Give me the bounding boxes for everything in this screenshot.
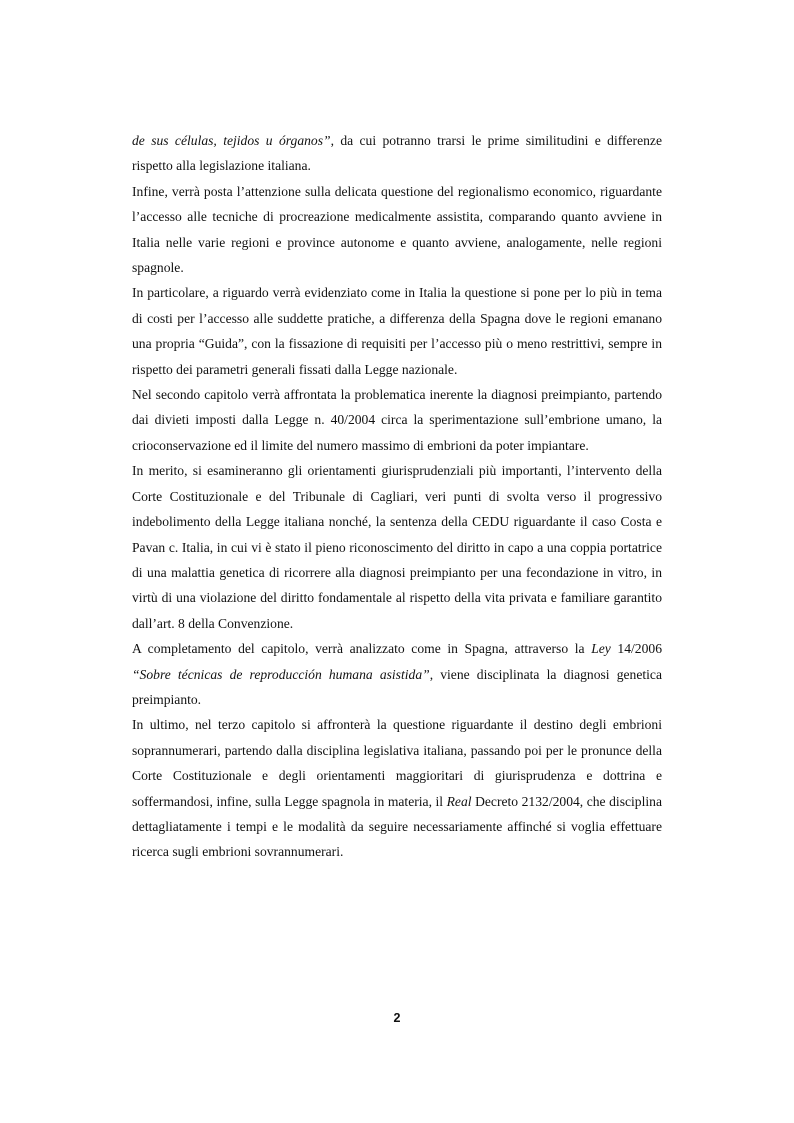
italic-span: Ley [591,641,611,657]
paragraph-4 [132,382,662,458]
text-span: In ultimo, nel terzo capitolo si affronterà la questione riguardante il destino degli embrioni soprannumerari, partendo dalla disciplina legislativa italiana, passando poi per le pronunce della Corte Costituzionale e degli orientamenti maggioritari di giurisprudenza e dottrina e soffermandosi, infine, sulla Legge spagnola in materia, il [132,717,662,809]
italic-span: Real [446,793,472,809]
page-number: 2 [393,1011,401,1025]
paragraph-3 [132,280,662,382]
text-span: 14/2006 [610,641,662,657]
text-span: In particolare, a riguardo verrà evidenziato come in Italia la questione si pone per lo più in tema di costi per l’accesso alle suddette pratiche, a differenza della Spagna dove le regioni emanano una propria “Guida”, con la fissazione di requisiti per l’accesso più o meno restrittivi, sempre in rispetto dei parametri generali fissati dalla Legge nazionale. [132,285,662,377]
paragraph-1 [132,128,662,179]
paragraph-5 [132,458,662,636]
paragraph-6 [132,636,662,712]
text-span: Infine, verrà posta l’attenzione sulla delicata questione del regionalismo economico, riguardante l’accesso alle tecniche di procreazione medicalmente assistita, comparando quanto avviene in Italia nelle varie regioni e province autonome e quanto avviene, analogamente, nelle regioni spagnole. [132,183,662,276]
text-span: , viene disciplinata la diagnosi genetica preimpianto. [132,666,662,707]
italic-span: de sus células, tejidos u órganos” [132,133,331,148]
text-span: A completamento del capitolo, verrà analizzato come in Spagna, attraverso la [132,641,592,657]
paragraph-2 [132,179,662,281]
text-span: Nel secondo capitolo verrà affrontata la problematica inerente la diagnosi preimpianto, partendo dai divieti imposti dalla Legge n. 40/2004 circa la sperimentazione sull’embrione umano, la crioconservazione ed il limite del numero massimo di embrioni da poter impiantare. [132,387,662,453]
paragraph-7 [132,712,662,864]
italic-span: “Sobre técnicas de reproducción humana asistida” [132,666,430,682]
text-span: In merito, si esamineranno gli orientamenti giurisprudenziali più importanti, l’intervento della Corte Costituzionale e del Tribunale di Cagliari, veri punti di svolta verso il progressivo indebolimento della Legge italiana nonché, la sentenza della CEDU riguardante il caso Costa e Pavan c. Italia, in cui vi è stato il pieno riconoscimento del diritto in capo a una coppia portatrice di una malattia genetica di ricorrere alla diagnosi preimpianto per una fecondazione in vitro, in virtù di una violazione del diritto fondamentale al rispetto della vita privata e familiare garantito dall’art. 8 della Convenzione. [132,463,662,631]
body-text [132,128,662,865]
text-span: Decreto 2132/2004, che disciplina dettagliatamente i tempi e le modalità da seguire necessariamente affinché si voglia effettuare ricerca sugli embrioni sovrannumerari. [132,793,662,860]
text-span: , da cui potranno trarsi le prime similitudini e differenze rispetto alla legislazione italiana. [132,133,662,174]
